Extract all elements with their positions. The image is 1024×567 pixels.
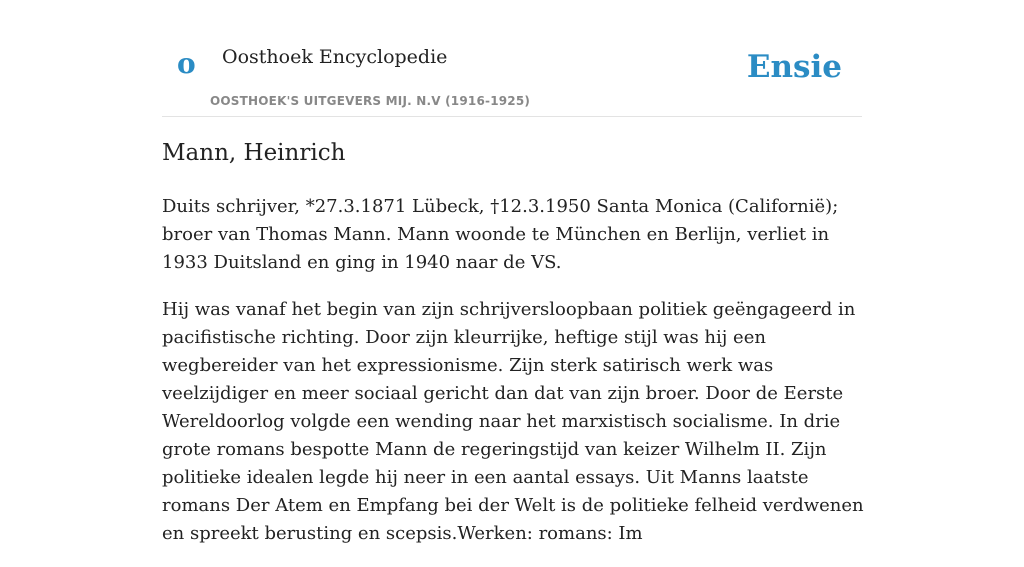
site-header xyxy=(162,0,862,117)
site-logo-mark[interactable]: o xyxy=(177,47,196,80)
article-paragraph: Hij was vanaf het begin van zijn schrijversloopbaan politiek geëngageerd in pacifistische richting. Door zijn kleurrijke, heftige stijl was hij een wegbereider van het expressionisme. Zijn sterk satirisch werk was veelzijdiger en meer sociaal gericht dan dat van zijn broer. Door de Eerste Wereldoorlog volgde een wending naar het marxistisch socialisme. In drie grote romans bespotte Mann de regeringstijd van keizer Wilhelm II. Zijn politieke idealen legde hij neer in een aantal essays. Uit Manns laatste romans Der Atem en Empfang bei der Welt is de politieke felheid verdwenen en spreekt berusting en scepsis.Werken: romans: Im xyxy=(162,299,864,544)
page xyxy=(162,0,864,544)
article-paragraph: Duits schrijver, *27.3.1871 Lübeck, †12.3.1950 Santa Monica (Californië); broer van Thomas Mann. Mann woonde te München en Berlijn, verliet in 1933 Duitsland en ging in 1940 naar de VS. xyxy=(162,196,839,273)
article-title: Mann, Heinrich xyxy=(162,140,346,166)
site-name-link[interactable]: Oosthoek Encyclopedie xyxy=(222,46,448,68)
ensie-brand-link[interactable]: Ensie xyxy=(746,49,842,85)
publisher-subtitle: OOSTHOEK'S UITGEVERS MIJ. N.V (1916-1925) xyxy=(210,94,531,108)
article-body xyxy=(162,193,864,567)
